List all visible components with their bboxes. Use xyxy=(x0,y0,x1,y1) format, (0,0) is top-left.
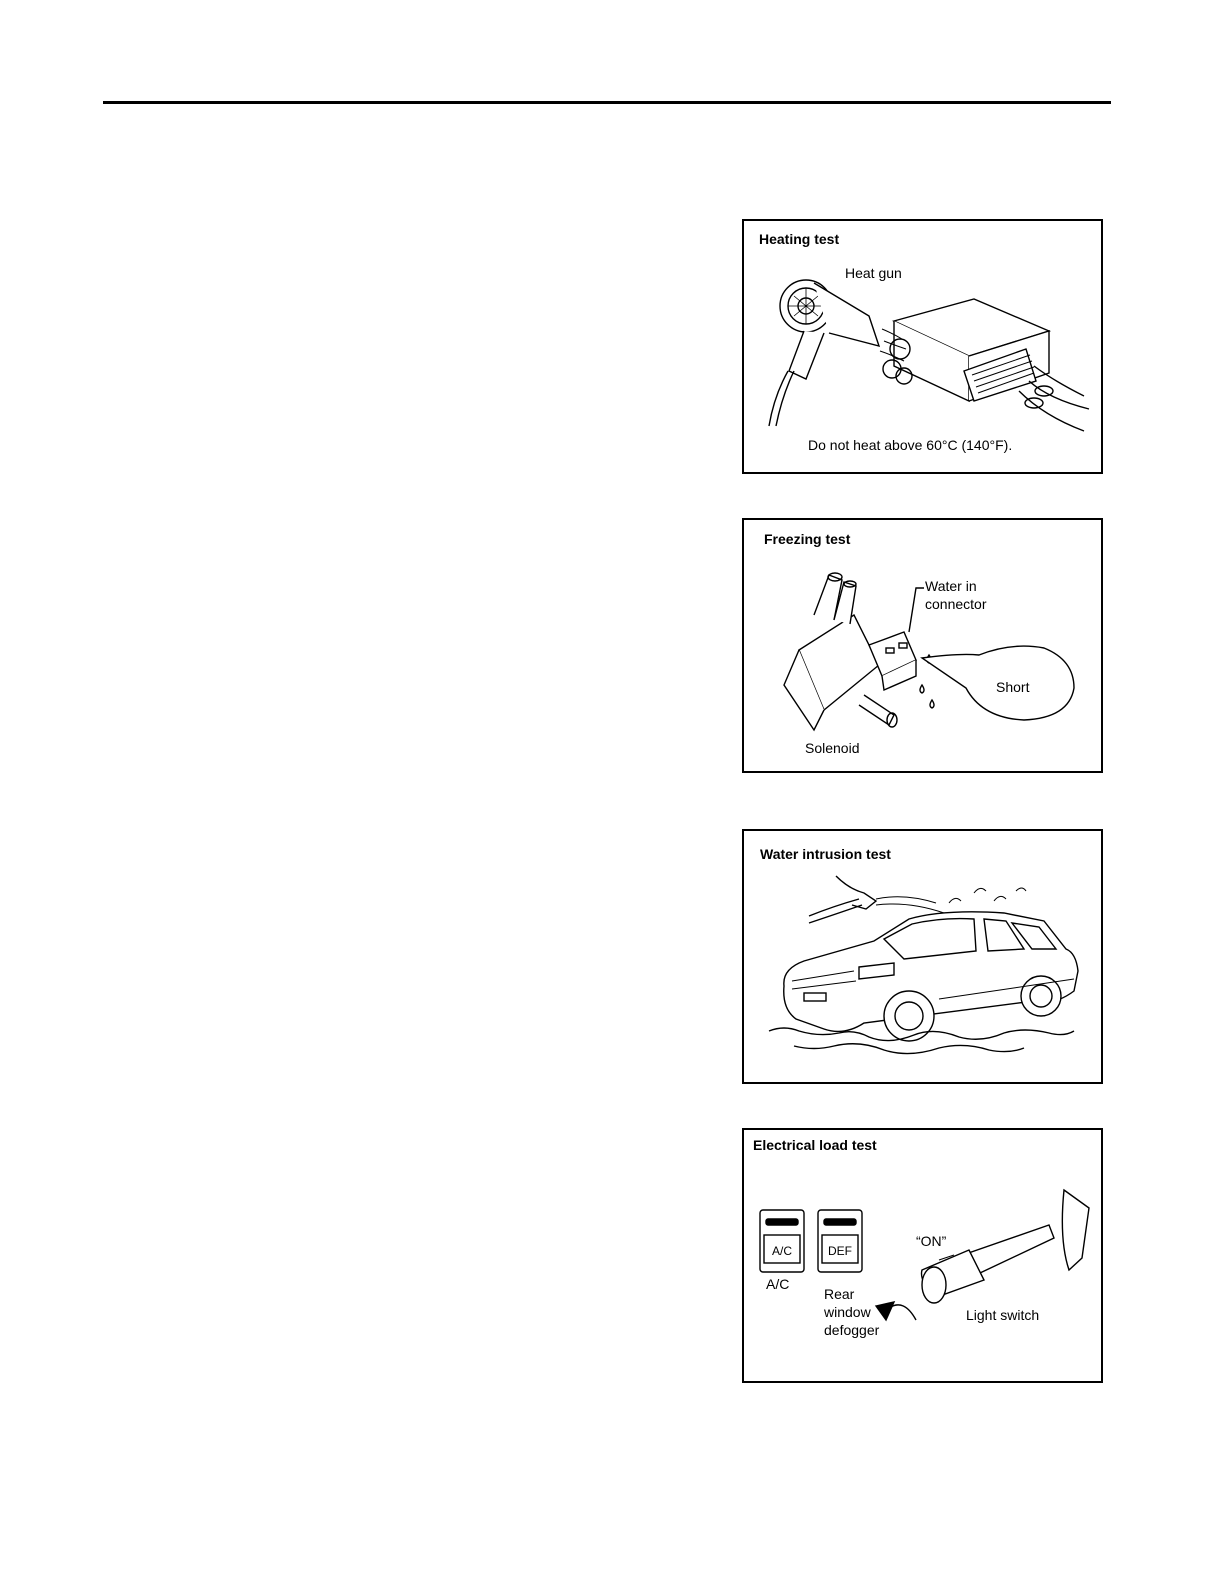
solenoid-label: Solenoid xyxy=(805,740,860,756)
defogger-label-line3: defogger xyxy=(824,1322,880,1338)
ac-button-text: A/C xyxy=(771,1244,792,1258)
heat-gun-label: Heat gun xyxy=(845,265,902,281)
water-intrusion-test-title: Water intrusion test xyxy=(760,846,891,862)
electrical-load-test-figure xyxy=(742,1128,1103,1383)
defogger-label-line1: Rear xyxy=(824,1286,855,1302)
ac-label: A/C xyxy=(766,1276,790,1292)
heating-test-figure xyxy=(742,219,1103,474)
light-switch-label: Light switch xyxy=(966,1307,1040,1323)
short-label: Short xyxy=(996,679,1030,695)
car-washing-illustration xyxy=(744,831,1103,1084)
heating-caution-label: Do not heat above 60°C (140°F). xyxy=(808,437,1013,453)
freezing-test-title: Freezing test xyxy=(764,531,851,547)
solenoid-illustration xyxy=(744,520,1103,773)
water-intrusion-test-figure xyxy=(742,829,1103,1084)
water-in-connector-label-line1: Water in xyxy=(925,578,977,594)
on-label: “ON” xyxy=(916,1233,947,1249)
heating-test-title: Heating test xyxy=(759,231,840,247)
electrical-load-test-title: Electrical load test xyxy=(753,1137,877,1153)
def-button-text: DEF xyxy=(828,1244,852,1258)
defogger-label-line2: window xyxy=(824,1304,871,1320)
water-in-connector-label-line2: connector xyxy=(925,596,987,612)
header-rule xyxy=(103,101,1111,104)
freezing-test-figure xyxy=(742,518,1103,773)
